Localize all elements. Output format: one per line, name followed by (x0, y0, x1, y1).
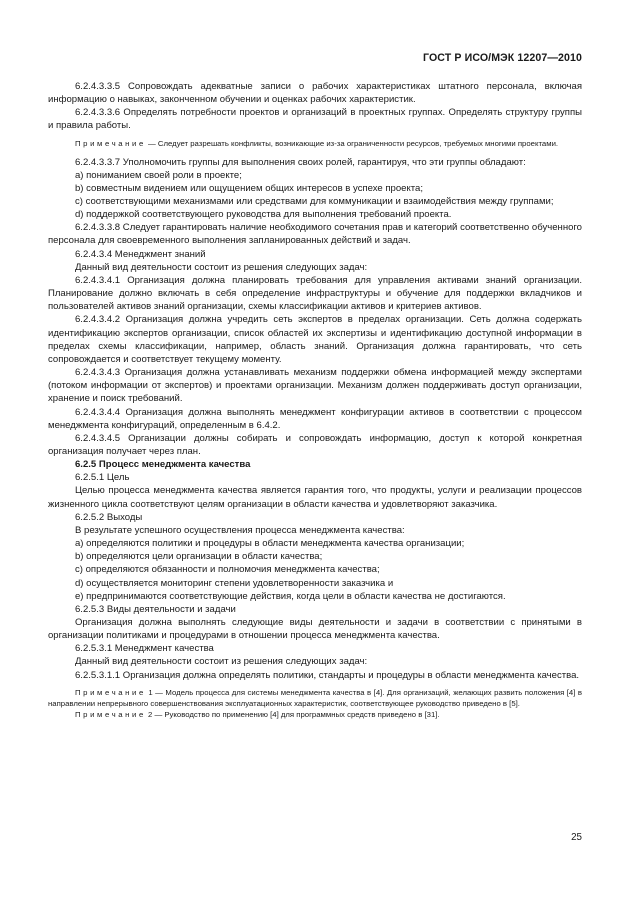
body-paragraph: c) соответствующими механизмами или средствами для коммуникации и взаимодействия между группами; (75, 196, 554, 207)
body-paragraph: 6.2.5.2 Выходы (75, 511, 143, 523)
body-paragraph: Организация должна выполнять следующие виды деятельности и задачи в соответствии с принятыми в организации политиками и процедурами в отношении процесса менеджмента качества. (48, 617, 582, 642)
body-paragraph: 6.2.4.3.4.1 Организация должна планировать требования для управления активами знаний организации. Планирование должно включать в себя определение инфраструктуры и обучение для поддержки вкладчиков и пользователей активов знаний организации, схемы классификации активов и критериев активов. (48, 274, 582, 313)
body-paragraph: 6.2.4.3.3.6 Определять потребности проектов и организаций в проектных группах. Определять структуру группы и правила работы. (48, 107, 582, 132)
body-paragraph: 6.2.5.3.1 Менеджмент качества (75, 643, 214, 655)
body-paragraph: 6.2.4.3.4 Менеджмент знаний (75, 248, 206, 260)
note-label: Примечание (75, 687, 146, 697)
note-paragraph (48, 688, 582, 710)
note-text: — Следует разрешать конфликты, возникающие из-за ограниченности ресурсов, требуемых многими проектами. (145, 138, 559, 148)
body-paragraph: 6.2.4.3.3.7 Уполномочить группы для выполнения своих ролей, гарантируя, что эти группы обладают: (75, 156, 526, 168)
body-paragraph: e) предпринимаются соответствующие действия, когда цели в области качества не достигаются. (75, 590, 506, 602)
body-paragraph: 6.2.5.3.1.1 Организация должна определять политики, стандарты и процедуры в области менеджмента качества. (75, 669, 580, 681)
body-paragraph: Данный вид деятельности состоит из решения следующих задач: (75, 656, 368, 668)
body-paragraph: 6.2.4.3.3.8 Следует гарантировать наличие необходимого сочетания прав и категорий соответственно обученного персонала для своевременного выполнения запланированных действий и задач. (48, 222, 582, 247)
body-paragraph: 6.2.5.3 Виды деятельности и задачи (75, 603, 236, 615)
body-paragraph: Целью процесса менеджмента качества является гарантия того, что продукты, услуги и реализации процессов жизненного цикла соответствуют целям организации в области качества и удовлетворяют заказчика. (48, 485, 582, 510)
body-paragraph: d) осуществляется мониторинг степени удовлетворенности заказчика и (75, 577, 394, 589)
standard-header: ГОСТ Р ИСО/МЭК 12207—2010 (423, 52, 582, 64)
body-paragraph: a) определяются политики и процедуры в области менеджмента качества организации; (75, 538, 465, 550)
note-text: 2 — Руководство по применению [4] для программных средств приведено в [31]. (145, 709, 440, 719)
body-paragraph: 6.2.4.3.4.3 Организация должна устанавливать механизм поддержки обмена информацией между экспертами (потоком информации от экспертов) и проектами организации. Механизм должен поддерживать доступ организации, хранение и поиск требований. (48, 367, 582, 405)
body-paragraph: 6.2.4.3.3.5 Сопровождать адекватные записи о рабочих характеристиках штатного персонала, включая информацию о навыках, законченном обучении и оценках рабочих характеристик. (48, 81, 582, 106)
body-paragraph: 6.2.4.3.4.5 Организации должны собирать и сопровождать информацию, доступ к которой конкретная организация получает через план. (48, 432, 582, 457)
document-body (48, 80, 582, 727)
note-label: Примечание (75, 138, 146, 148)
body-paragraph: Данный вид деятельности состоит из решения следующих задач: (75, 261, 368, 273)
body-paragraph: b) совместным видением или ощущением общих интересов в успехе проекта; (75, 182, 423, 194)
section-heading: 6.2.5 Процесс менеджмента качества (75, 459, 251, 471)
note-paragraph (48, 710, 582, 721)
body-paragraph: b) определяются цели организации в области качества; (75, 551, 323, 563)
body-paragraph: d) поддержкой соответствующего руководства для выполнения требований проекта. (75, 209, 452, 221)
note-text: 1 — Модель процесса для системы менеджмента качества в [4]. Для организаций, желающих развить положения [4] в направлении непрерывного совершенствования эксплуатационных характеристик, соответствующее руководство приведено в [5]. (48, 687, 582, 708)
note-paragraph (48, 139, 582, 150)
body-paragraph: 6.2.4.3.4.2 Организация должна учредить сеть экспертов в пределах организации. Сеть должна содержать идентификацию экспертов организации, список областей их экспертизы и идентификацию доступной информации в пределах схемы классификации, например, область знаний. Организация должна гарантировать, что сеть сопровождается и соответствует текущему моменту. (48, 314, 582, 365)
body-paragraph: c) определяются обязанности и полномочия менеджмента качества; (75, 564, 380, 576)
note-label: Примечание (75, 709, 146, 719)
page-number: 25 (571, 832, 582, 843)
body-paragraph: В результате успешного осуществления процесса менеджмента качества: (75, 524, 405, 536)
body-paragraph: 6.2.4.3.4.4 Организация должна выполнять менеджмент конфигурации активов в соответствии с процессом менеджмента конфигураций, определенным в 6.4.2. (48, 406, 582, 431)
body-paragraph: 6.2.5.1 Цель (75, 472, 130, 484)
body-paragraph: a) пониманием своей роли в проекте; (75, 169, 242, 181)
